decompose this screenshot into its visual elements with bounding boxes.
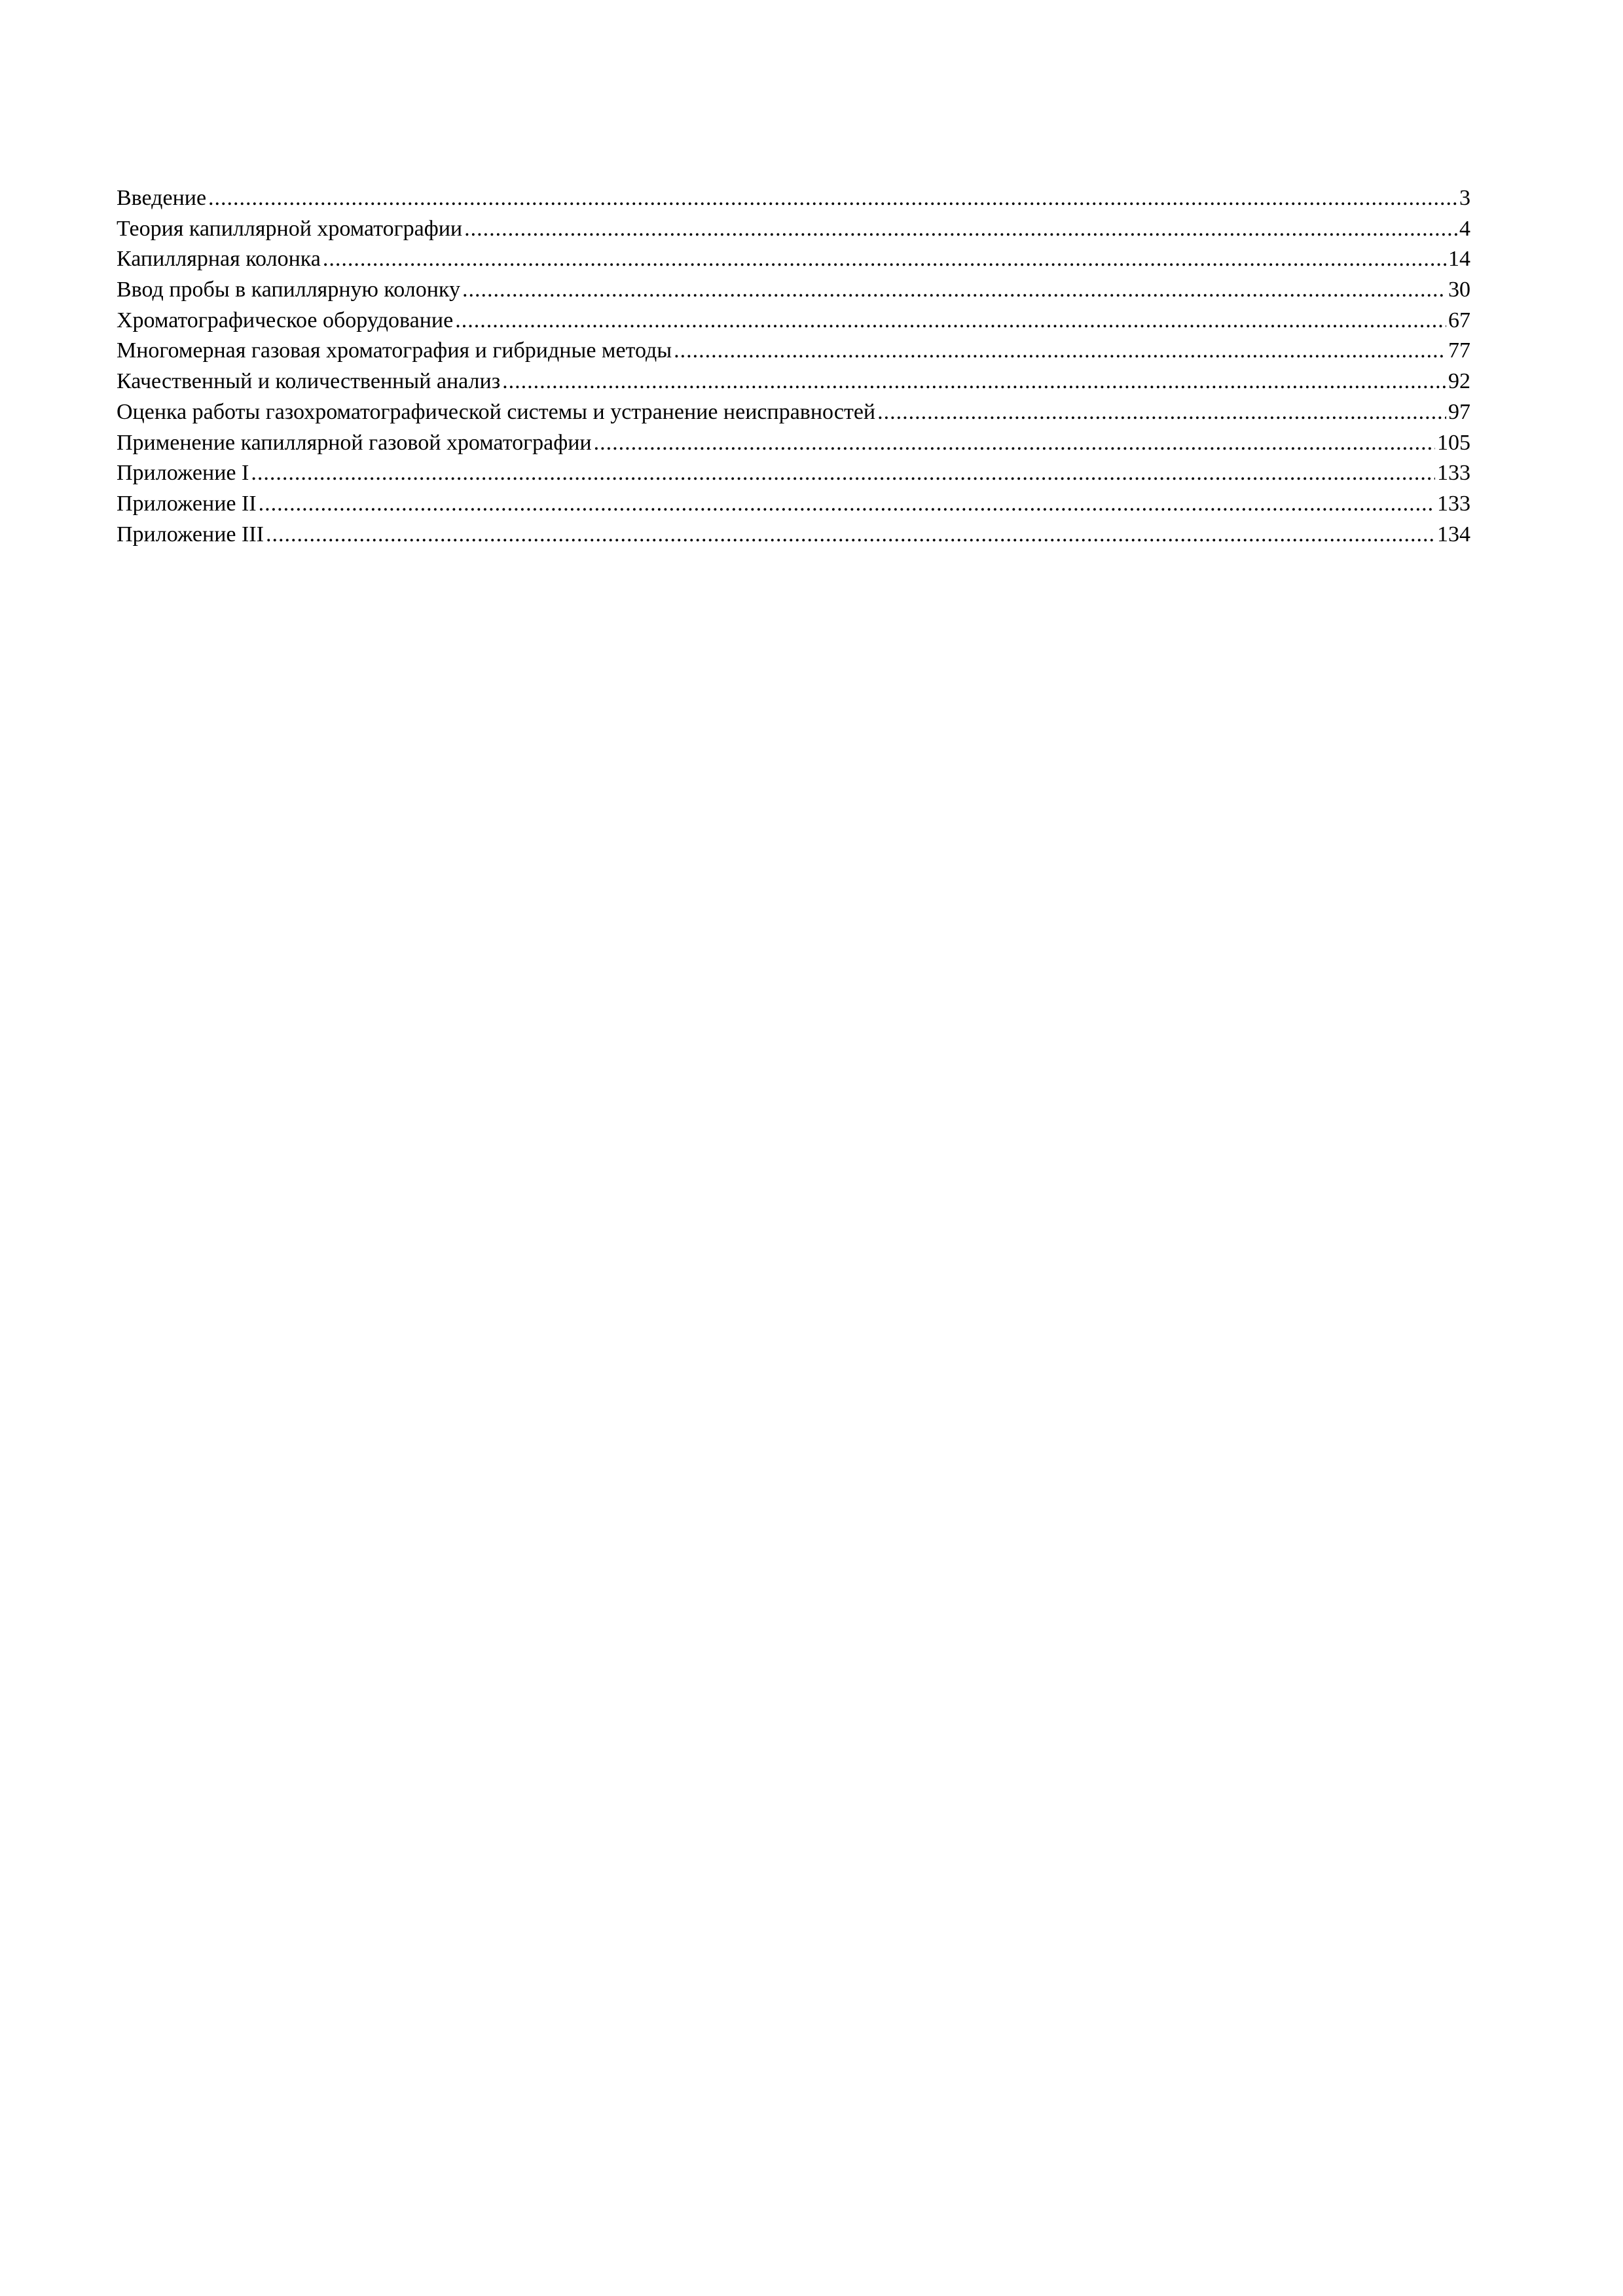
toc-dot-leader xyxy=(877,397,1446,428)
toc-dot-leader xyxy=(266,520,1435,550)
toc-entry-troubleshooting[interactable] xyxy=(117,397,1470,428)
toc-entry-capillary-column[interactable] xyxy=(117,244,1470,275)
toc-page-number: 105 xyxy=(1437,430,1470,455)
toc-page-number: 92 xyxy=(1448,369,1470,394)
toc-entry-title: Теория капиллярной хроматографии xyxy=(117,216,463,241)
toc-dot-leader xyxy=(462,275,1446,306)
toc-entry-multidimensional-gc[interactable] xyxy=(117,336,1470,367)
table-of-contents xyxy=(117,183,1470,550)
toc-page-number: 134 xyxy=(1437,522,1470,547)
toc-entry-title: Капиллярная колонка xyxy=(117,247,321,272)
toc-entry-title: Многомерная газовая хроматография и гибридные методы xyxy=(117,338,672,363)
toc-page-number: 97 xyxy=(1448,399,1470,424)
toc-dot-leader xyxy=(323,244,1446,275)
toc-entry-title: Ввод пробы в капиллярную колонку xyxy=(117,278,460,302)
toc-entry-title: Применение капиллярной газовой хроматографии xyxy=(117,430,592,455)
toc-entry-appendix-3[interactable] xyxy=(117,520,1470,550)
toc-entry-introduction[interactable] xyxy=(117,183,1470,214)
toc-page-number: 67 xyxy=(1448,308,1470,332)
toc-page-number: 14 xyxy=(1448,247,1470,272)
toc-dot-leader xyxy=(502,367,1446,397)
toc-entry-title: Приложение II xyxy=(117,491,257,516)
toc-entry-title: Хроматографическое оборудование xyxy=(117,308,454,332)
toc-dot-leader xyxy=(455,306,1446,336)
toc-entry-title: Качественный и количественный анализ xyxy=(117,369,501,394)
toc-page-number: 133 xyxy=(1437,491,1470,516)
toc-entry-appendix-2[interactable] xyxy=(117,489,1470,520)
toc-page-number: 4 xyxy=(1459,216,1470,241)
toc-entry-title: Приложение I xyxy=(117,461,249,486)
toc-entry-appendix-1[interactable] xyxy=(117,458,1470,489)
toc-page-number: 77 xyxy=(1448,338,1470,363)
toc-dot-leader xyxy=(594,428,1435,459)
toc-entry-equipment[interactable] xyxy=(117,306,1470,336)
toc-dot-leader xyxy=(208,183,1457,214)
toc-dot-leader xyxy=(674,336,1446,367)
toc-entry-applications[interactable] xyxy=(117,428,1470,459)
toc-page-number: 3 xyxy=(1459,186,1470,210)
toc-entry-sample-injection[interactable] xyxy=(117,275,1470,306)
toc-entry-capillary-theory[interactable] xyxy=(117,214,1470,245)
toc-entry-title: Оценка работы газохроматографической системы и устранение неисправностей xyxy=(117,399,876,424)
toc-entry-analysis[interactable] xyxy=(117,367,1470,397)
toc-page-number: 133 xyxy=(1437,461,1470,486)
toc-dot-leader xyxy=(464,214,1457,245)
toc-entry-title: Введение xyxy=(117,186,207,210)
toc-dot-leader xyxy=(259,489,1435,520)
toc-dot-leader xyxy=(251,458,1435,489)
toc-page-number: 30 xyxy=(1448,278,1470,302)
toc-entry-title: Приложение III xyxy=(117,522,264,547)
